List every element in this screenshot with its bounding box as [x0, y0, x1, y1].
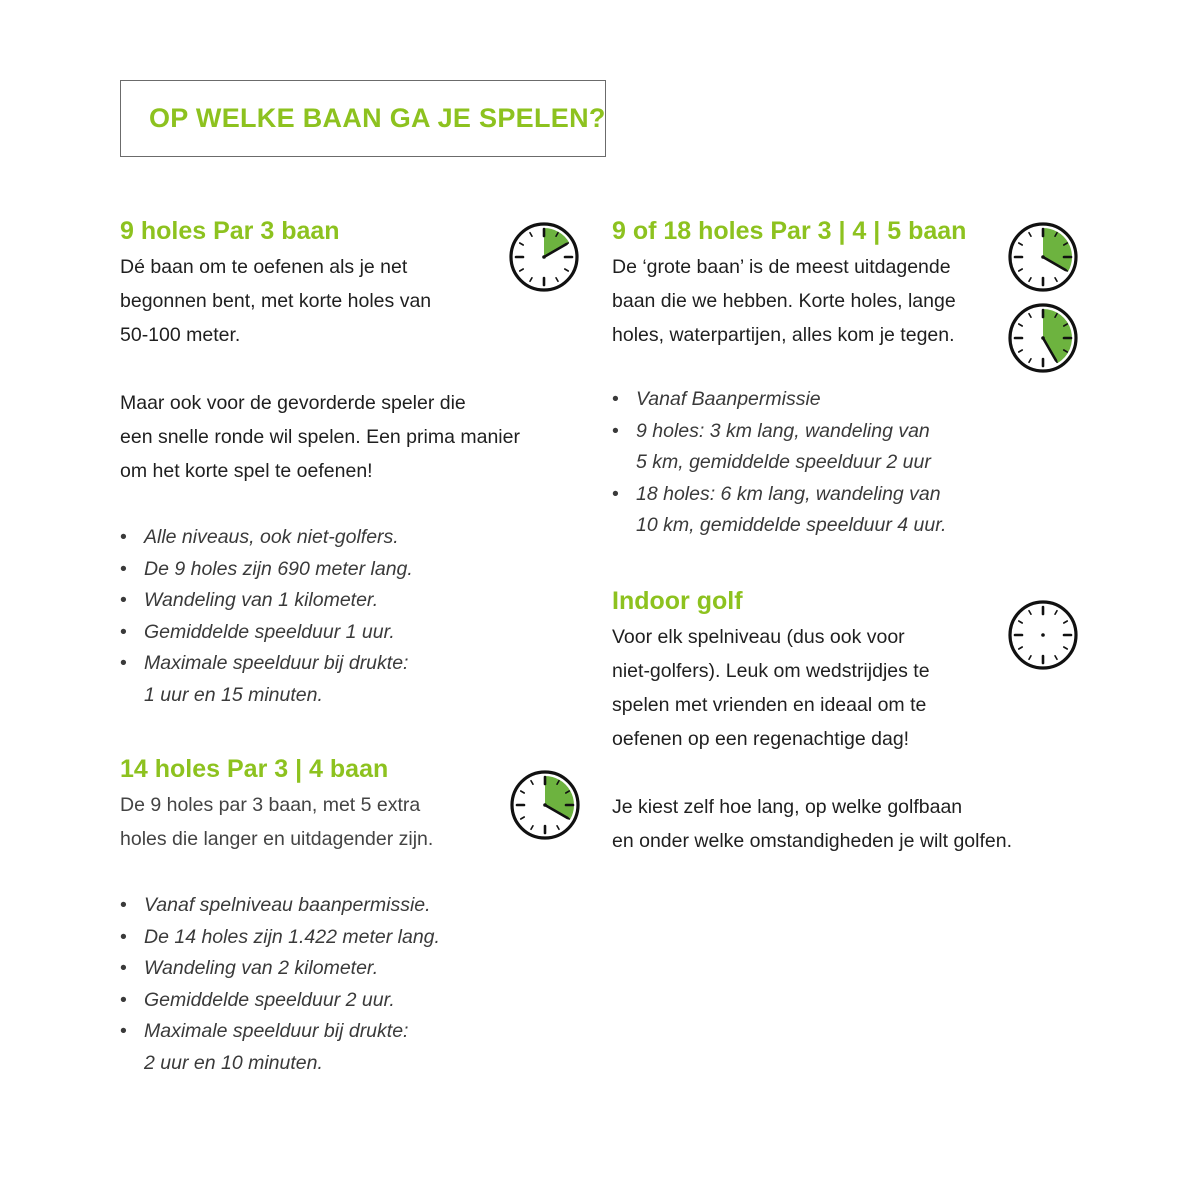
clock-icon: [1006, 301, 1080, 375]
list-item-continuation: 1 uur en 15 minuten.: [144, 683, 323, 706]
list-item: • Maximale speelduur bij drukte:: [120, 648, 560, 680]
bullet-list: [612, 384, 1002, 542]
intro-line: oefenen op een regenachtige dag!: [612, 728, 910, 750]
clock-center: [1041, 255, 1045, 259]
closing-line: Je kiest zelf hoe lang, op welke golfbaan: [612, 796, 963, 818]
extra-line: om het korte spel te oefenen!: [120, 460, 373, 482]
list-item: • Vanaf spelniveau baanpermissie.: [120, 890, 560, 922]
intro-line: Dé baan om te oefenen als je net: [120, 256, 408, 278]
intro-line: niet-golfers). Leuk om wedstrijdjes te: [612, 660, 930, 682]
section-intro: [120, 788, 560, 856]
section-par3: [120, 215, 560, 712]
intro-line: baan die we hebben. Korte holes, lange: [612, 290, 956, 312]
intro-line: begonnen bent, met korte holes van: [120, 290, 432, 312]
intro-line: spelen met vrienden en ideaal om te: [612, 694, 927, 716]
list-item: • De 14 holes zijn 1.422 meter lang.: [120, 922, 560, 954]
section-heading: Indoor golf: [612, 587, 743, 615]
clock-icon: [1006, 220, 1080, 294]
intro-line: holes, waterpartijen, alles kom je tegen.: [612, 324, 955, 346]
list-item: • Vanaf Baanpermissie: [612, 384, 1002, 416]
section-closing: [612, 790, 1072, 858]
list-item: • Wandeling van 1 kilometer.: [120, 585, 560, 617]
title-box: [120, 80, 606, 157]
list-item-continuation: 10 km, gemiddelde speelduur 4 uur.: [636, 514, 947, 537]
clock-icon: [1006, 598, 1080, 672]
intro-line: Voor elk spelniveau (dus ook voor: [612, 626, 905, 648]
list-item: • De 9 holes zijn 690 meter lang.: [120, 554, 560, 586]
section-heading: 9 holes Par 3 baan: [120, 217, 340, 245]
extra-line: Maar ook voor de gevorderde speler die: [120, 392, 466, 414]
list-item-continuation: 2 uur en 10 minuten.: [144, 1051, 323, 1074]
intro-line: holes die langer en uitdagender zijn.: [120, 828, 434, 850]
clock-icon: [507, 220, 581, 294]
section-intro: [612, 250, 1002, 352]
list-item: • 9 holes: 3 km lang, wandeling van: [612, 416, 1002, 448]
list-item-continuation: 5 km, gemiddelde speelduur 2 uur: [636, 451, 931, 474]
page-title: OP WELKE BAAN GA JE SPELEN?: [149, 103, 606, 133]
section-par345: [612, 215, 1002, 542]
section-intro: [612, 620, 1072, 756]
section-par34: [120, 753, 560, 1080]
list-item: • Maximale speelduur bij drukte:: [120, 1016, 560, 1048]
list-item: • 18 holes: 6 km lang, wandeling van: [612, 479, 1002, 511]
closing-line: en onder welke omstandigheden je wilt golfen.: [612, 830, 1013, 852]
intro-line: De 9 holes par 3 baan, met 5 extra: [120, 794, 421, 816]
list-item: • Gemiddelde speelduur 2 uur.: [120, 985, 560, 1017]
clock-center: [1041, 336, 1045, 340]
section-heading: 9 of 18 holes Par 3 | 4 | 5 baan: [612, 217, 967, 245]
intro-line: De ‘grote baan’ is de meest uitdagende: [612, 256, 951, 278]
intro-line: 50-100 meter.: [120, 324, 241, 346]
bullet-list: [120, 890, 560, 1080]
list-item: • Alle niveaus, ook niet-golfers.: [120, 522, 560, 554]
section-indoor: [612, 585, 1072, 858]
bullet-list: [120, 522, 560, 712]
section-heading: 14 holes Par 3 | 4 baan: [120, 755, 389, 783]
section-intro: [120, 250, 560, 352]
section-extra: [120, 386, 550, 488]
clock-icon: [508, 768, 582, 842]
clock-center: [543, 803, 547, 807]
list-item: • Wandeling van 2 kilometer.: [120, 953, 560, 985]
clock-center: [1041, 633, 1045, 637]
list-item: • Gemiddelde speelduur 1 uur.: [120, 617, 560, 649]
clock-center: [542, 255, 546, 259]
extra-line: een snelle ronde wil spelen. Een prima manier: [120, 426, 520, 448]
